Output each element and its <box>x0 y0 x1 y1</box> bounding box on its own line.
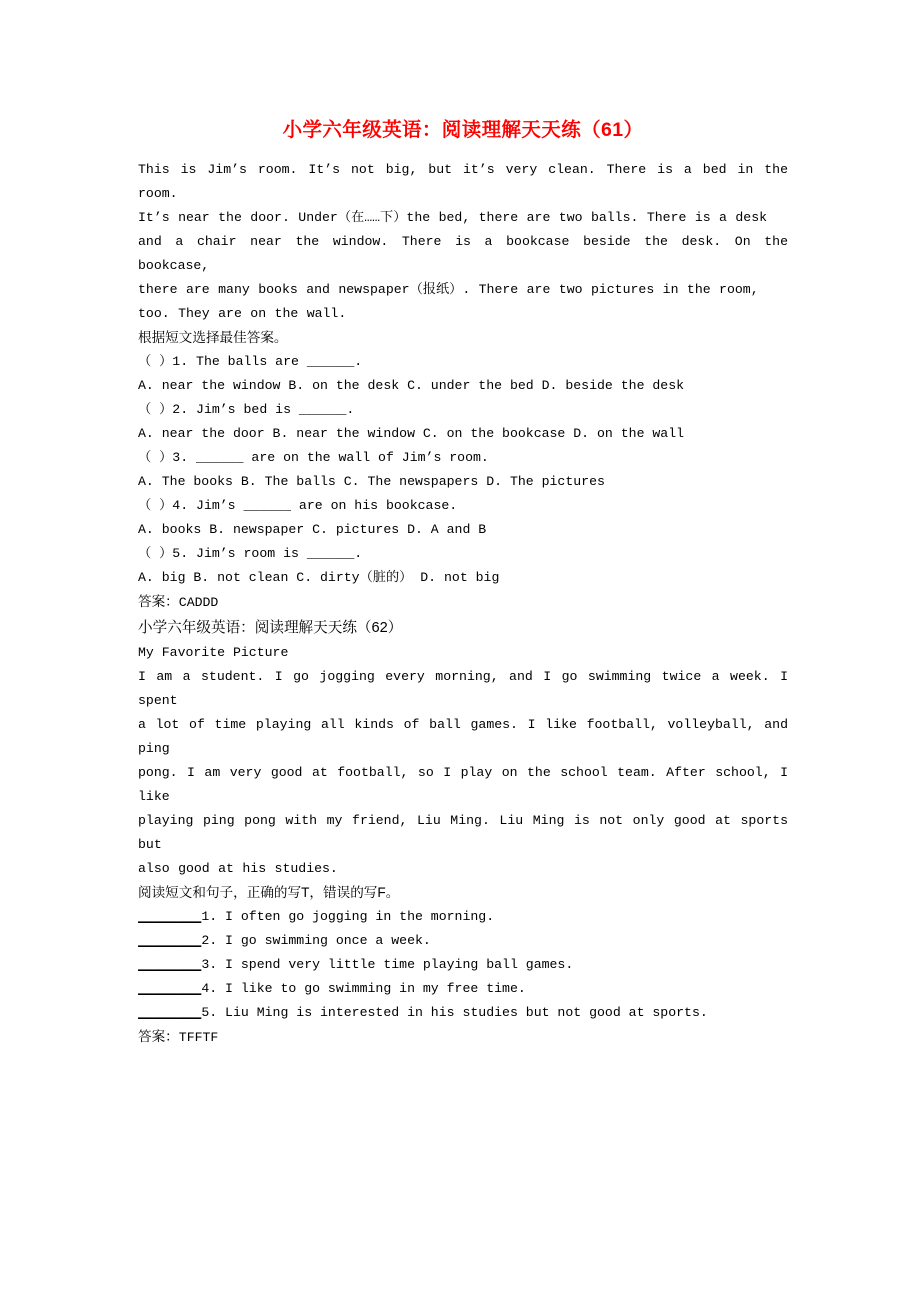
tf-statement <box>138 1001 788 1025</box>
passage-61-line: This is Jim’s room. It’s not big, but it’s very clean. There is a bed in the room. <box>138 162 788 201</box>
tf-statement-text: 5. Liu Ming is interested in his studies but not good at sports. <box>201 1005 708 1020</box>
tf-answer-blank[interactable]: ________ <box>138 981 202 996</box>
passage-61-line: too. They are on the wall. <box>138 306 347 321</box>
tf-answer-blank[interactable]: ________ <box>138 1005 202 1020</box>
tf-statement-text: 2. I go swimming once a week. <box>201 933 431 948</box>
page-title: 小学六年级英语：阅读理解天天练（61） <box>282 119 644 141</box>
section-title-62: 小学六年级英语：阅读理解天天练（62） <box>138 620 403 636</box>
question-options: A. near the door B. near the window C. on the bookcase D. on the wall <box>138 426 685 441</box>
question-stem: （ ）4. Jim’s ______ are on his bookcase. <box>138 498 458 513</box>
passage-61-line: It’s near the door. Under（在……下）the bed, there are two balls. There is a desk <box>138 210 768 225</box>
answer-label: 答案： <box>138 1029 179 1044</box>
tf-statement <box>138 977 788 1001</box>
statements-62 <box>138 905 788 1025</box>
tf-statement-text: 4. I like to go swimming in my free time. <box>201 981 526 996</box>
section-subtitle-62: My Favorite Picture <box>138 645 289 660</box>
passage-61-line: and a chair near the window. There is a bookcase beside the desk. On the bookcase, <box>138 234 788 273</box>
tf-statement-text: 1. I often go jogging in the morning. <box>201 909 495 924</box>
tf-statement <box>138 929 788 953</box>
question-options: A. near the window B. on the desk C. under the bed D. beside the desk <box>138 378 685 393</box>
answer-key-61 <box>138 590 788 615</box>
questions-61 <box>138 350 788 590</box>
question-stem: （ ）2. Jim’s bed is ______. <box>138 402 355 417</box>
question-stem: （ ）5. Jim’s room is ______. <box>138 546 363 561</box>
passage-62-line: playing ping pong with my friend, Liu Ming. Liu Ming is not only good at sports but <box>138 813 788 852</box>
passage-62-line: a lot of time playing all kinds of ball games. I like football, volleyball, and ping <box>138 717 788 756</box>
passage-62 <box>138 665 788 881</box>
question-stem: （ ）3. ______ are on the wall of Jim’s room. <box>138 450 489 465</box>
instruction-61: 根据短文选择最佳答案。 <box>138 330 288 345</box>
passage-62-line: I am a student. I go jogging every morning, and I go swimming twice a week. I spent <box>138 669 788 708</box>
passage-61-line: there are many books and newspaper（报纸）. There are two pictures in the room, <box>138 282 759 297</box>
question-options: A. The books B. The balls C. The newspapers D. The pictures <box>138 474 605 489</box>
tf-answer-blank[interactable]: ________ <box>138 933 202 948</box>
question-options: A. big B. not clean C. dirty（脏的） D. not big <box>138 570 500 585</box>
document-content <box>138 116 788 1050</box>
answer-label: 答案： <box>138 594 179 609</box>
passage-62-line: also good at his studies. <box>138 861 338 876</box>
instruction-62: 阅读短文和句子，正确的写T，错误的写F。 <box>138 885 400 900</box>
answer-value: CADDD <box>178 595 219 610</box>
passage-61 <box>138 158 788 326</box>
tf-statement <box>138 905 788 929</box>
tf-statement-text: 3. I spend very little time playing ball games. <box>201 957 574 972</box>
tf-answer-blank[interactable]: ________ <box>138 957 202 972</box>
question-options: A. books B. newspaper C. pictures D. A and B <box>138 522 487 537</box>
answer-key-62 <box>138 1025 788 1050</box>
tf-answer-blank[interactable]: ________ <box>138 909 202 924</box>
question-stem: （ ）1. The balls are ______. <box>138 354 363 369</box>
tf-statement <box>138 953 788 977</box>
answer-value: TFFTF <box>178 1030 219 1045</box>
passage-62-line: pong. I am very good at football, so I play on the school team. After school, I like <box>138 765 788 804</box>
